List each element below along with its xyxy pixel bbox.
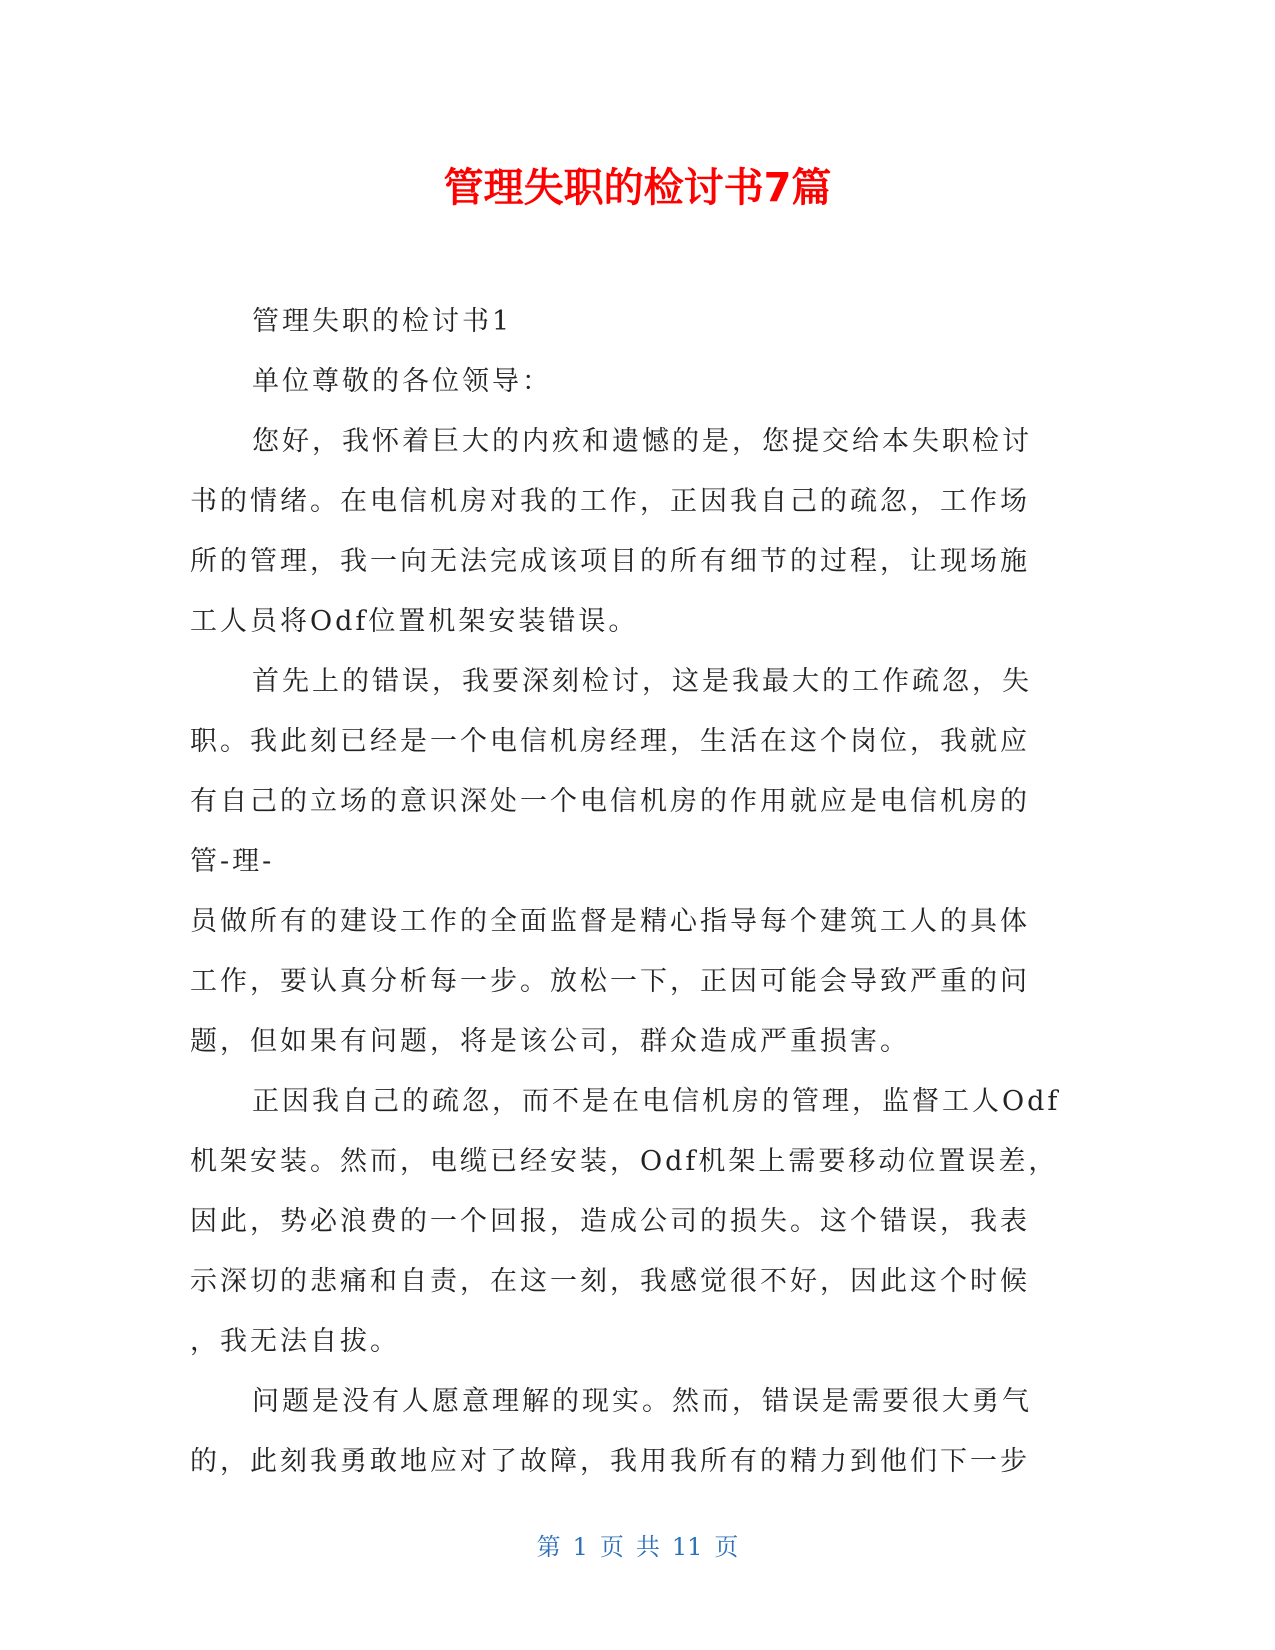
paragraph-line: 管-理- — [190, 846, 275, 877]
salutation: 单位尊敬的各位领导： — [252, 366, 552, 397]
paragraph-line: 有自己的立场的意识深处一个电信机房的作用就应是电信机房的 — [190, 786, 1030, 817]
page-label-prefix: 第 — [536, 1533, 561, 1561]
document-body — [190, 292, 1070, 1492]
total-page-count: 11 — [671, 1533, 703, 1561]
paragraph-line: 首先上的错误，我要深刻检讨，这是我最大的工作疏忽，失 — [252, 666, 1032, 697]
paragraph-line: 示深切的悲痛和自责，在这一刻，我感觉很不好，因此这个时候 — [190, 1266, 1030, 1297]
paragraph-line: 员做所有的建设工作的全面监督是精心指导每个建筑工人的具体 — [190, 906, 1030, 937]
paragraph-line: ，我无法自拔。 — [190, 1326, 400, 1357]
paragraph-line: 书的情绪。在电信机房对我的工作，正因我自己的疏忽，工作场 — [190, 486, 1030, 517]
current-page-number: 1 — [572, 1533, 588, 1561]
paragraph-line: 工人员将Odf位置机架安装错误。 — [190, 606, 639, 637]
paragraph-line: 职。我此刻已经是一个电信机房经理，生活在这个岗位，我就应 — [190, 726, 1030, 757]
paragraph-line: 机架安装。然而，电缆已经安装，Odf机架上需要移动位置误差， — [190, 1146, 1059, 1177]
paragraph-line: 所的管理，我一向无法完成该项目的所有细节的过程，让现场施 — [190, 546, 1030, 577]
paragraph-line: 因此，势必浪费的一个回报，造成公司的损失。这个错误，我表 — [190, 1206, 1030, 1237]
page-label-mid: 页 — [599, 1533, 624, 1561]
paragraph-line: 的，此刻我勇敢地应对了故障，我用我所有的精力到他们下一步 — [190, 1446, 1030, 1477]
page-number-footer — [0, 1530, 1275, 1564]
document-title: 管理失职的检讨书7篇 — [443, 165, 832, 211]
total-label: 共 — [635, 1533, 660, 1561]
paragraph-line: 正因我自己的疏忽，而不是在电信机房的管理，监督工人Odf — [252, 1086, 1061, 1117]
paragraph-line: 问题是没有人愿意理解的现实。然而，错误是需要很大勇气 — [252, 1386, 1032, 1417]
paragraph-line: 题，但如果有问题，将是该公司，群众造成严重损害。 — [190, 1026, 910, 1057]
section-heading: 管理失职的检讨书1 — [252, 306, 513, 337]
paragraph-line: 工作，要认真分析每一步。放松一下，正因可能会导致严重的问 — [190, 966, 1030, 997]
paragraph-line: 您好，我怀着巨大的内疚和遗憾的是，您提交给本失职检讨 — [252, 426, 1032, 457]
page-label-suffix: 页 — [714, 1533, 739, 1561]
